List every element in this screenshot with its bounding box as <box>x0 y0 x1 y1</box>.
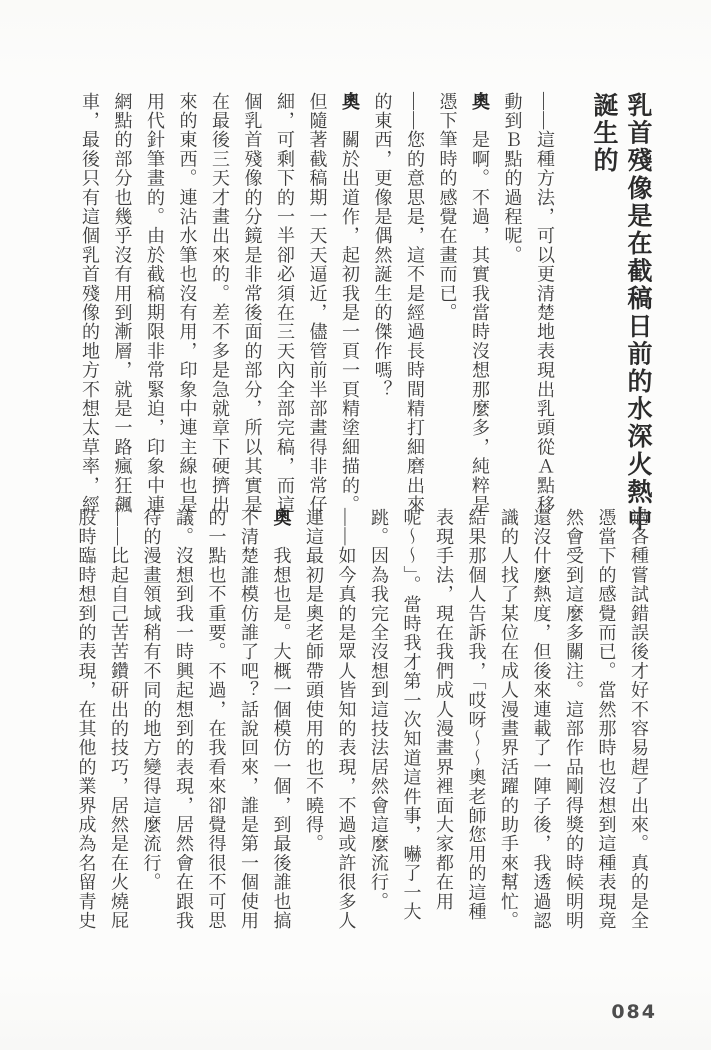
text-column: 但隨著截稿期一天天逼近，儘管前半部畫得非常仔 <box>307 92 328 515</box>
text-column-speaker-oku: 奧 關於出道作，起初我是一頁一頁精塗細描的。 <box>340 92 360 515</box>
text-column: 憑當下的感覺而已。當然那時也沒想到這種表現竟 <box>596 508 617 931</box>
text-column: 用代針筆畫的。由於截稿期限非常緊迫，印象中連 <box>145 92 165 515</box>
text-column: 呢～～」。當時我才第一次知道這件事，嚇了一大 <box>401 508 422 922</box>
text-column-speaker-oku: 奧 是啊。不過，其實我當時沒想那麼多，純粹是 <box>470 92 490 515</box>
text-column: 跳。因為我完全沒想到這技法居然會這麼流行。 <box>369 508 389 912</box>
top-text-block <box>74 92 656 534</box>
text-column-interviewer: ——您的意思是，這不是經過長時間精打細磨出來 <box>405 92 425 515</box>
page-number: 084 <box>611 1001 657 1023</box>
text-column: 股時臨時想到的表現，在其他的業界成為名留青史 <box>76 508 97 931</box>
text-column-interviewer: ——這種方法，可以更清楚地表現出乳頭從Ａ點移 <box>535 92 555 515</box>
article-title-line-2: 誕生的 <box>590 92 618 175</box>
text-column: 識的人找了某位在成人漫畫界活躍的助手來幫忙。 <box>499 508 519 931</box>
text-column-interviewer: ——比起自己苦苦鑽研出的技巧，居然是在火燒屁 <box>109 508 129 931</box>
text-column: 的東西，更像是偶然誕生的傑作嗎？ <box>372 92 393 400</box>
text-column: 動到Ｂ點的過程呢。 <box>502 92 523 265</box>
text-column: 細，可剩下的一半卻必須在三天內全部完稿，而這 <box>275 92 295 515</box>
text-column: 待的漫畫領域稍有不同的地方變得這麼流行。 <box>141 508 162 892</box>
text-column-speaker-oku: 奧 我想也是。大概一個模仿一個，到最後誰也搞 <box>271 508 292 931</box>
text-column: 個乳首殘像的分鏡是非常後面的部分，所以其實是 <box>242 92 263 515</box>
text-column: 在最後三天才畫出來的。差不多是急就章下硬擠出 <box>210 92 230 515</box>
text-column: 車，最後只有這個乳首殘像的地方不想太草率，經 <box>80 92 100 515</box>
text-column: 然會受到這麼多關注。這部作品剛得獎的時候明明 <box>564 508 584 931</box>
text-column: 網點的部分也幾乎沒有用到漸層，就是一路瘋狂飆 <box>112 92 133 515</box>
text-column: 還沒什麼熱度，但後來連載了一陣子後，我透過認 <box>531 508 552 931</box>
text-column: 連這最初是奧老師帶頭使用的也不曉得。 <box>304 508 324 854</box>
bottom-text-block <box>70 508 655 944</box>
text-column: 過各種嘗試錯誤後才好不容易趕了出來。真的是全 <box>629 508 649 931</box>
text-column: 表現手法，現在我們成人漫畫界裡面大家都在用 <box>434 508 454 912</box>
text-column: 來的東西。連沾水筆也沒有用，印象中連主線也是 <box>177 92 198 515</box>
article-title-line-1: 乳首殘像是在截稿日前的水深火熱中 <box>624 92 652 534</box>
text-column: 議。沒想到我一時興起想到的表現，居然會在跟我 <box>174 508 194 931</box>
text-column: 不清楚誰模仿誰了吧？話說回來，誰是第一個使用 <box>239 508 259 931</box>
text-column: 憑下筆時的感覺在畫而已。 <box>437 92 458 323</box>
text-column: 的一點也不重要。不過，在我看來卻覺得很不可思 <box>206 508 227 931</box>
text-column-interviewer: ——如今真的是眾人皆知的表現，不過或許很多人 <box>336 508 357 931</box>
text-column: 結果那個人告訴我，「哎呀～～奧老師您用的這種 <box>466 508 487 922</box>
